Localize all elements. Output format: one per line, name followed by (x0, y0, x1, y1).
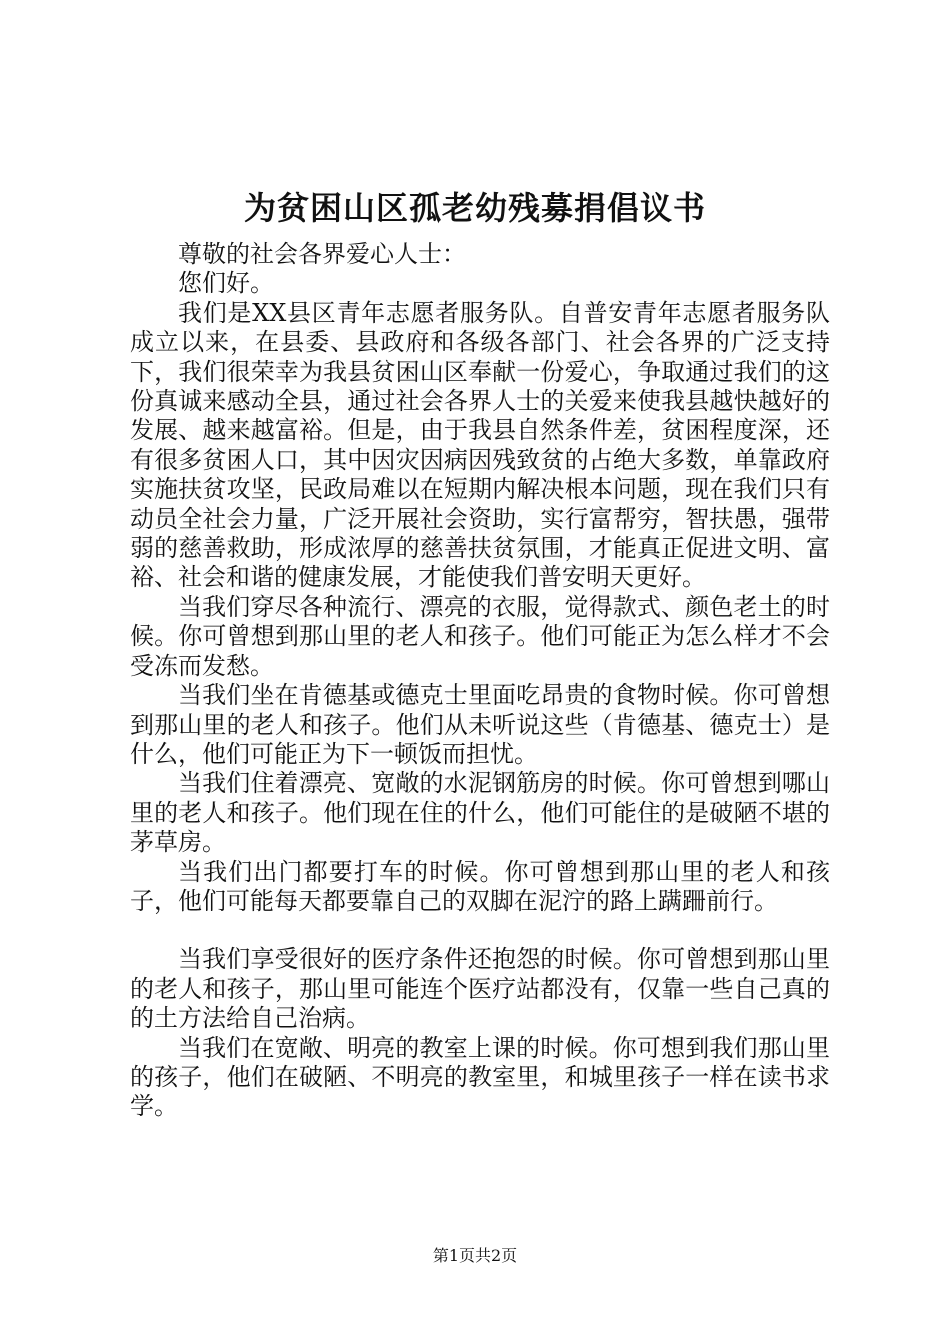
paragraph-transport: 当我们出门都要打车的时候。你可曾想到那山里的老人和孩子，他们可能每天都要靠自己的双脚在泥泞的路上蹒跚前行。 (130, 857, 830, 915)
document-body (130, 240, 830, 1122)
paragraph-medical: 当我们享受很好的医疗条件还抱怨的时候。你可曾想到那山里的老人和孩子，那山里可能连个医疗站都没有，仅靠一些自己真的的土方法给自己治病。 (130, 945, 830, 1033)
page-total: 共2页 (475, 1246, 518, 1265)
greeting: 您们好。 (178, 269, 274, 298)
page-number: 第1页 (432, 1246, 475, 1265)
paragraph-housing: 当我们住着漂亮、宽敞的水泥钢筋房的时候。你可曾想到哪山里的老人和孩子。他们现在住的什么，他们可能住的是破陋不堪的茅草房。 (130, 769, 830, 857)
document-title: 为贫困山区孤老幼残募捐倡议书 (243, 189, 706, 227)
paragraph-education: 当我们在宽敞、明亮的教室上课的时候。你可想到我们那山里的孩子，他们在破陋、不明亮的教室里，和城里孩子一样在读书求学。 (130, 1033, 830, 1121)
paragraph-food: 当我们坐在肯德基或德克士里面吃昂贵的食物时候。你可曾想到那山里的老人和孩子。他们从未听说这些（肯德基、德克士）是什么，他们可能正为下一顿饭而担忧。 (130, 681, 830, 768)
paragraph-intro: 我们是XX县区青年志愿者服务队。自普安青年志愿者服务队成立以来，在县委、县政府和各级各部门、社会各界的广泛支持下，我们很荣幸为我县贫困山区奉献一份爱心，争取通过我们的这份真诚来感动全县，通过社会各界人士的关爱来使我县越快越好的发展、越来越富裕。但是，由于我县自然条件差，贫困程度深，还有很多贫困人口，其中因灾因病因残致贫的占绝大多数，单靠政府实施扶贫攻坚，民政局难以在短期内解决根本问题，现在我们只有动员全社会力量，广泛开展社会资助，实行富帮穷，智扶愚，强带弱的慈善救助，形成浓厚的慈善扶贫氛围，才能真正促进文明、富裕、社会和谐的健康发展，才能使我们普安明天更好。 (130, 298, 830, 592)
salutation: 尊敬的社会各界爱心人士： (178, 240, 466, 268)
paragraph-clothing: 当我们穿尽各种流行、漂亮的衣服，觉得款式、颜色老土的时候。你可曾想到那山里的老人和孩子。他们可能正为怎么样才不会受冻而发愁。 (130, 592, 830, 680)
page-footer (0, 1246, 950, 1266)
